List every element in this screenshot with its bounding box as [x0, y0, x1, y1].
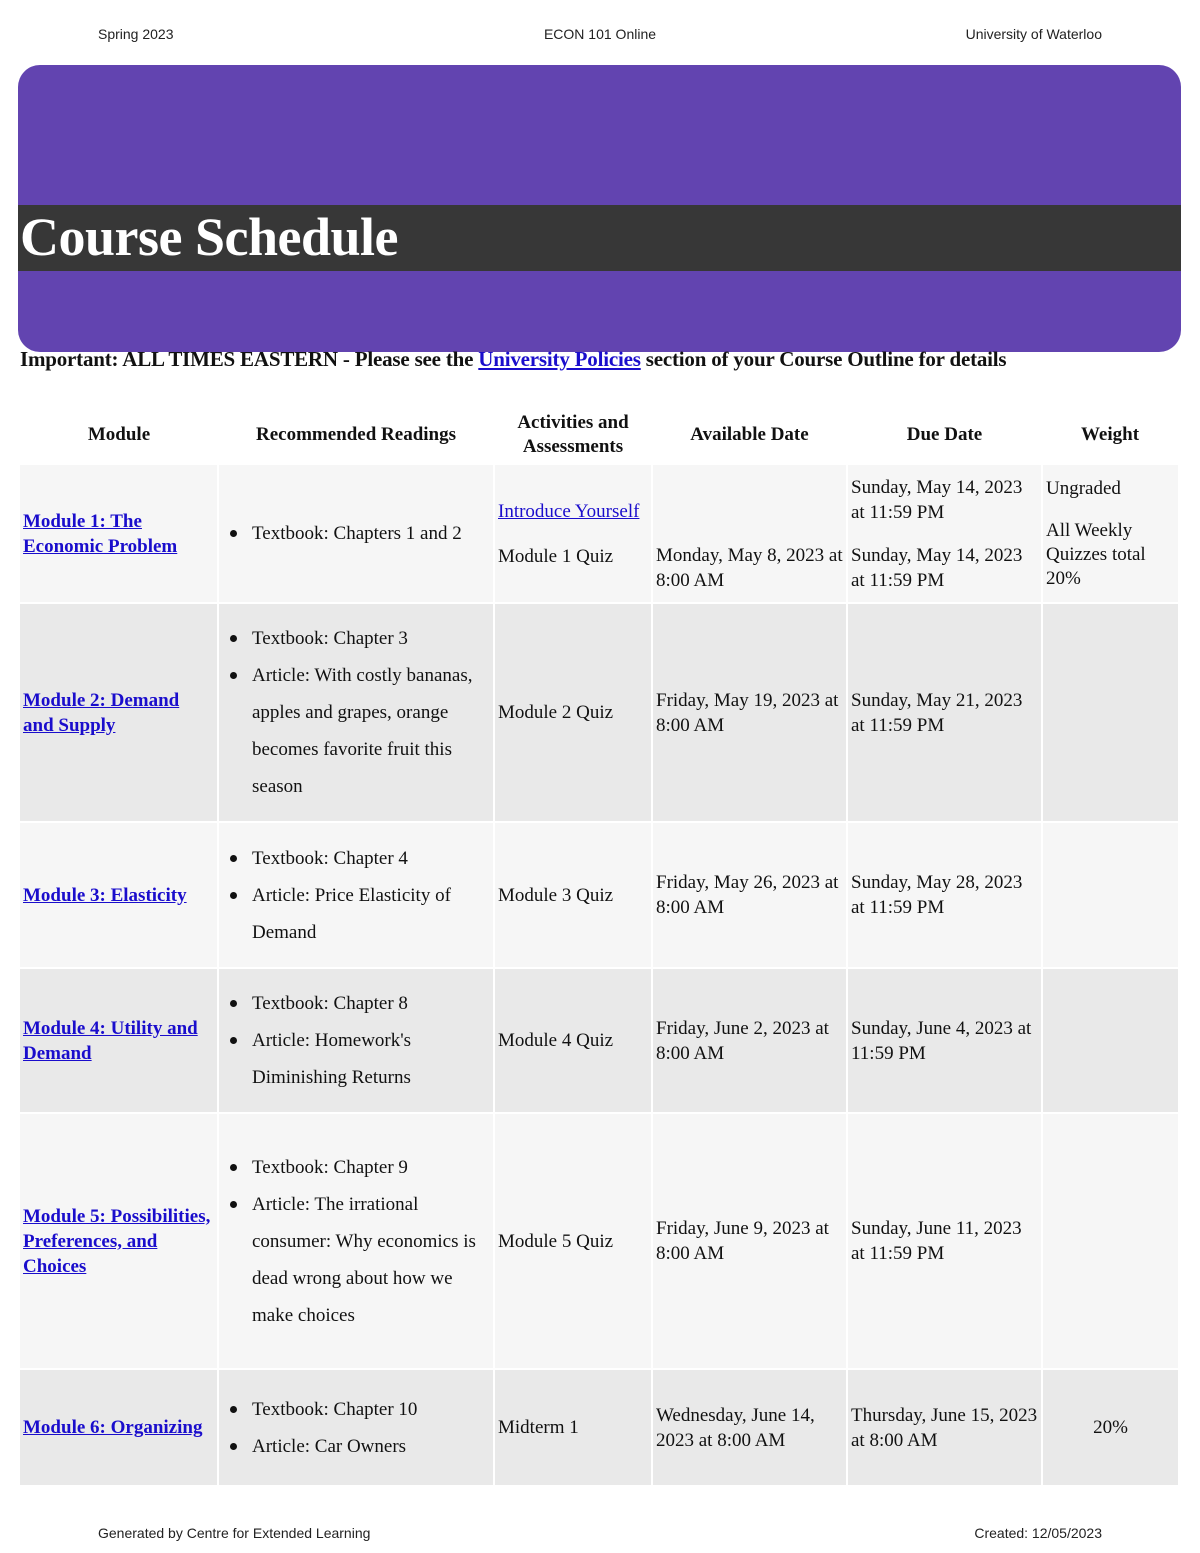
list-item — [252, 657, 490, 805]
table-row — [20, 968, 1178, 1113]
readings-cell — [218, 1369, 494, 1486]
list-item — [252, 1391, 490, 1428]
activities-cell: Module 4 Quiz — [494, 968, 652, 1113]
list-item — [252, 985, 490, 1022]
table-row — [20, 465, 1178, 603]
reading-text: Textbook: Chapter 9 — [252, 1156, 408, 1178]
activities-cell — [494, 465, 652, 603]
activities-cell: Module 5 Quiz — [494, 1113, 652, 1369]
introduce-yourself-link[interactable]: Introduce Yourself — [498, 500, 640, 522]
weight-cell — [1042, 465, 1178, 603]
reading-text: Article: With costly bananas, apples and grapes, orange becomes favorite fruit this season — [252, 665, 473, 797]
bullet-icon — [230, 672, 237, 679]
reading-text: Textbook: Chapter 4 — [252, 847, 408, 869]
module-cell — [20, 1369, 218, 1486]
university-policies-link[interactable]: University Policies — [478, 347, 641, 371]
bullet-icon — [230, 1443, 237, 1450]
footer-created: Created: 12/05/2023 — [974, 1525, 1102, 1541]
readings-cell — [218, 968, 494, 1113]
readings-list — [222, 1149, 490, 1334]
list-item — [252, 840, 490, 877]
title-bar — [18, 205, 1181, 271]
available-cell: Friday, May 26, 2023 at 8:00 AM — [652, 822, 847, 968]
weight-cell — [1042, 1113, 1178, 1369]
due-cell: Sunday, June 11, 2023 at 11:59 PM — [847, 1113, 1042, 1369]
bullet-icon — [230, 635, 237, 642]
footer-generator: Generated by Centre for Extended Learning — [98, 1525, 371, 1541]
module-cell — [20, 1113, 218, 1369]
due-date: Sunday, May 14, 2023 at 11:59 PM — [851, 544, 1023, 591]
module-cell — [20, 603, 218, 822]
column-header-module: Module — [20, 405, 218, 465]
list-item — [252, 515, 490, 552]
list-item — [252, 1428, 490, 1465]
module-link[interactable]: Module 1: The Economic Problem — [23, 510, 178, 557]
activities-cell: Module 3 Quiz — [494, 822, 652, 968]
readings-list — [222, 515, 490, 552]
reading-text: Article: Price Elasticity of Demand — [252, 884, 451, 943]
readings-cell — [218, 465, 494, 603]
module-link[interactable]: Module 5: Possibilities, Preferences, and Choices — [23, 1205, 211, 1277]
bullet-icon — [230, 1201, 237, 1208]
available-cell: Friday, May 19, 2023 at 8:00 AM — [652, 603, 847, 822]
reading-text: Textbook: Chapter 10 — [252, 1398, 418, 1420]
readings-list — [222, 840, 490, 951]
notice-prefix: Important: — [20, 347, 119, 371]
weight-cell — [1042, 968, 1178, 1113]
title-banner — [18, 65, 1181, 352]
bullet-icon — [230, 1037, 237, 1044]
due-cell: Thursday, June 15, 2023 at 8:00 AM — [847, 1369, 1042, 1486]
bullet-icon — [230, 1406, 237, 1413]
due-cell: Sunday, May 28, 2023 at 11:59 PM — [847, 822, 1042, 968]
weight-value: All Weekly Quizzes total 20% — [1046, 519, 1146, 589]
module-cell — [20, 822, 218, 968]
available-cell: Wednesday, June 14, 2023 at 8:00 AM — [652, 1369, 847, 1486]
readings-cell — [218, 1113, 494, 1369]
bullet-icon — [230, 530, 237, 537]
column-header-activities: Activities and Assessments — [494, 405, 652, 465]
bullet-icon — [230, 892, 237, 899]
reading-text: Textbook: Chapters 1 and 2 — [252, 523, 462, 544]
weight-value: Ungraded — [1046, 477, 1121, 499]
timezone-notice — [20, 347, 1190, 372]
list-item — [252, 877, 490, 951]
activities-cell: Module 2 Quiz — [494, 603, 652, 822]
list-item — [252, 1186, 490, 1334]
list-item — [252, 1149, 490, 1186]
module-link[interactable]: Module 3: Elasticity — [23, 884, 187, 906]
readings-cell — [218, 822, 494, 968]
notice-middle: - Please see the — [337, 347, 479, 371]
module-link[interactable]: Module 4: Utility and Demand — [23, 1017, 198, 1064]
page-header — [98, 26, 1102, 44]
available-cell: Friday, June 9, 2023 at 8:00 AM — [652, 1113, 847, 1369]
readings-cell — [218, 603, 494, 822]
due-cell: Sunday, June 4, 2023 at 11:59 PM — [847, 968, 1042, 1113]
bullet-icon — [230, 1164, 237, 1171]
reading-text: Article: Car Owners — [252, 1435, 407, 1457]
table-row — [20, 1369, 1178, 1486]
page-title: Course Schedule — [20, 207, 399, 267]
weight-cell — [1042, 603, 1178, 822]
readings-list — [222, 620, 490, 805]
header-term: Spring 2023 — [98, 26, 174, 42]
table-row — [20, 822, 1178, 968]
weight-cell — [1042, 822, 1178, 968]
activities-cell: Midterm 1 — [494, 1369, 652, 1486]
readings-list — [222, 1391, 490, 1465]
available-date: Monday, May 8, 2023 at 8:00 AM — [656, 544, 843, 591]
notice-suffix: section of your Course Outline for details — [640, 347, 1007, 371]
bullet-icon — [230, 855, 237, 862]
table-row — [20, 603, 1178, 822]
activity-text: Module 1 Quiz — [498, 545, 614, 567]
available-cell — [652, 465, 847, 603]
module-link[interactable]: Module 6: Organizing — [23, 1417, 203, 1438]
list-item — [252, 620, 490, 657]
module-cell — [20, 968, 218, 1113]
course-schedule-table — [20, 405, 1178, 1487]
weight-cell: 20% — [1042, 1369, 1178, 1486]
module-cell — [20, 465, 218, 603]
column-header-available: Available Date — [652, 405, 847, 465]
column-header-due: Due Date — [847, 405, 1042, 465]
column-header-readings: Recommended Readings — [218, 405, 494, 465]
reading-text: Textbook: Chapter 3 — [252, 628, 408, 649]
due-cell: Sunday, May 21, 2023 at 11:59 PM — [847, 603, 1042, 822]
header-course: ECON 101 Online — [543, 26, 657, 42]
column-header-weight: Weight — [1042, 405, 1178, 465]
reading-text: Article: Homework's Diminishing Returns — [252, 1030, 412, 1088]
due-date: Sunday, May 14, 2023 at 11:59 PM — [851, 476, 1023, 523]
reading-text: Article: The irrational consumer: Why economics is dead wrong about how we make choices — [252, 1193, 476, 1326]
page-footer — [98, 1525, 1102, 1543]
header-institution: University of Waterloo — [965, 26, 1102, 42]
readings-list — [222, 985, 490, 1096]
list-item — [252, 1022, 490, 1096]
table-header-row — [20, 405, 1178, 465]
bullet-icon — [230, 1000, 237, 1007]
notice-emphasis: ALL TIMES EASTERN — [122, 347, 338, 371]
module-link[interactable]: Module 2: Demand and Supply — [23, 689, 180, 736]
available-cell: Friday, June 2, 2023 at 8:00 AM — [652, 968, 847, 1113]
table-row — [20, 1113, 1178, 1369]
due-cell — [847, 465, 1042, 603]
reading-text: Textbook: Chapter 8 — [252, 993, 408, 1014]
